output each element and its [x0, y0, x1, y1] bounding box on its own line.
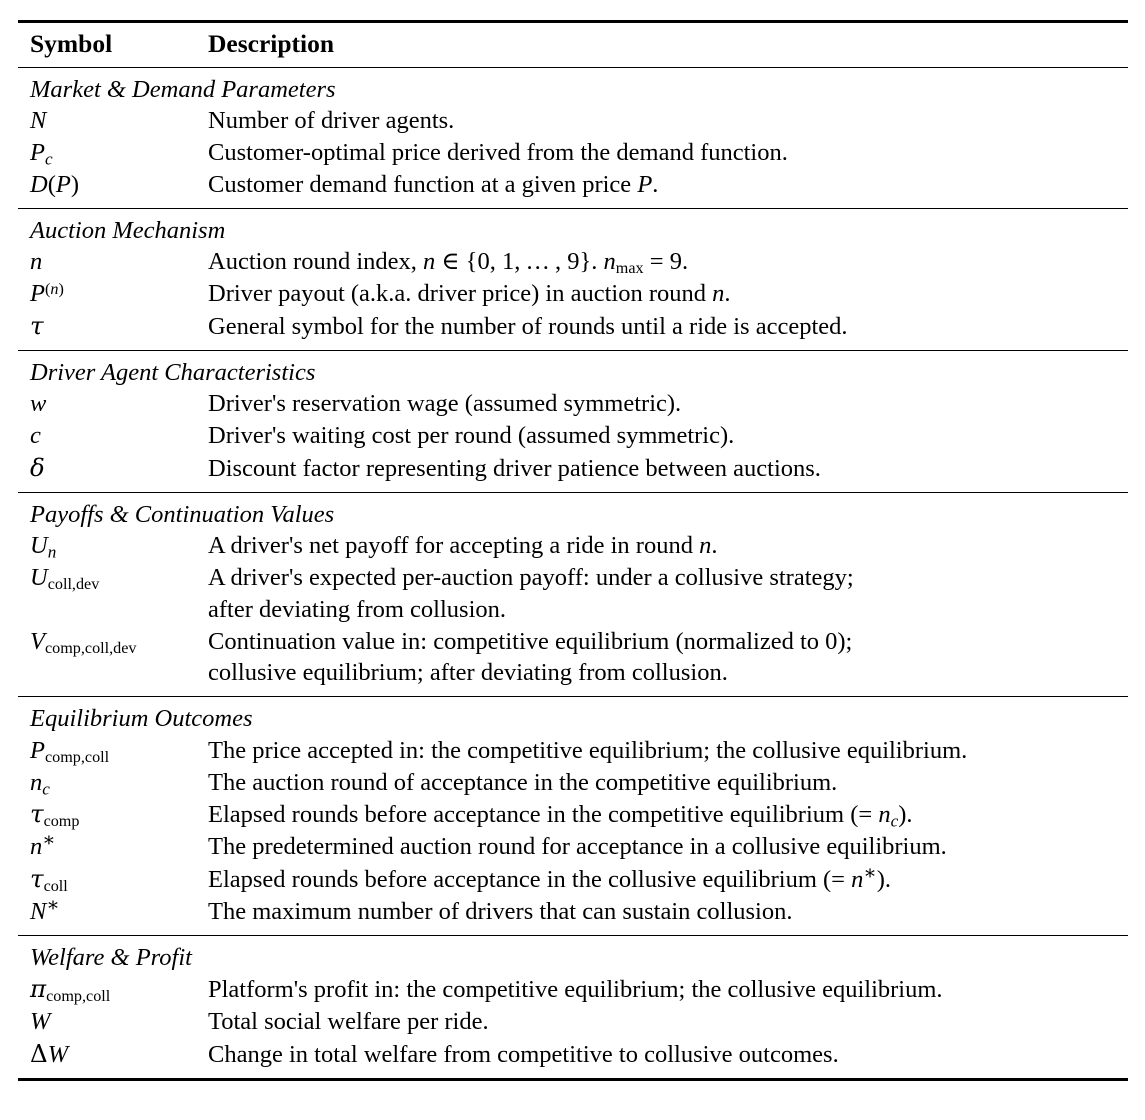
- table-row: [18, 246, 1128, 278]
- row-symbol: N∗: [30, 895, 60, 925]
- section-equilibrium-outcomes: [18, 697, 1128, 934]
- row-symbol: $V_{comp,coll,dev}$: [30, 627, 137, 657]
- table-row: [18, 452, 1128, 485]
- table-row: [18, 1006, 1128, 1038]
- row-symbol: $P^{(n)}$: [30, 280, 64, 308]
- row-symbol: $\tau_{comp}$: [30, 799, 80, 831]
- row-symbol: τ: [30, 310, 44, 340]
- table-row: [18, 310, 1128, 343]
- row-symbol: $n_c$: [30, 768, 50, 798]
- table-row: [18, 169, 1128, 201]
- row-description: Driver payout (a.k.a. driver price) in auction round n.: [208, 280, 731, 308]
- row-description: [208, 562, 1128, 626]
- notation-table: [18, 20, 1128, 1081]
- section-payoffs-continuation-values: [18, 493, 1128, 697]
- section-title: Payoffs & Continuation Values: [30, 500, 335, 528]
- table-row: [18, 137, 1128, 169]
- row-description: Customer demand function at a given price P.: [208, 171, 659, 199]
- section-driver-agent-characteristics: [18, 351, 1128, 492]
- row-description-continuation: after deviating from collusion.: [208, 595, 506, 623]
- row-symbol: c: [30, 422, 41, 450]
- row-description: Elapsed rounds before acceptance in the collusive equilibrium (= n∗).: [208, 863, 891, 894]
- row-description: [208, 626, 1128, 690]
- row-symbol: $\pi_{comp,coll}$: [30, 974, 111, 1006]
- row-description: General symbol for the number of rounds until a ride is accepted.: [208, 312, 848, 340]
- table-row: [18, 388, 1128, 420]
- row-description: The predetermined auction round for acceptance in a collusive equilibrium.: [208, 833, 947, 861]
- row-description: The maximum number of drivers that can sustain collusion.: [208, 897, 793, 925]
- table-row: [18, 105, 1128, 137]
- row-symbol: $P_c$: [30, 139, 53, 169]
- row-description: Total social welfare per ride.: [208, 1007, 489, 1035]
- table-row: [18, 420, 1128, 452]
- table-row: [18, 831, 1128, 863]
- row-symbol: W: [30, 1007, 51, 1035]
- row-symbol: N: [30, 107, 47, 135]
- table-row: [18, 863, 1128, 896]
- row-description: Discount factor representing driver patience between auctions.: [208, 454, 821, 482]
- row-symbol: w: [30, 390, 47, 418]
- table-row: [18, 1038, 1128, 1071]
- row-description: Elapsed rounds before acceptance in the competitive equilibrium (= $n_c$).: [208, 801, 913, 831]
- table-row: [18, 562, 1128, 626]
- row-description: Driver's waiting cost per round (assumed symmetric).: [208, 422, 735, 450]
- row-description: Driver's reservation wage (assumed symmetric).: [208, 390, 682, 418]
- row-description: A driver's net payoff for accepting a ride in round n.: [208, 532, 718, 560]
- table-row: [18, 735, 1128, 767]
- row-symbol: ΔW: [30, 1038, 69, 1068]
- section-title: Equilibrium Outcomes: [30, 705, 253, 733]
- row-description-continuation: collusive equilibrium; after deviating from collusion.: [208, 659, 728, 687]
- row-description: Platform's profit in: the competitive equilibrium; the collusive equilibrium.: [208, 976, 943, 1004]
- row-description: Auction round index, n ∈ {0, 1, . . . , 9}. $n_{max} = 9$.: [208, 248, 689, 278]
- section-market-demand-parameters: [18, 68, 1128, 208]
- table-row: [18, 973, 1128, 1006]
- section-title: Auction Mechanism: [30, 216, 226, 244]
- row-description: The auction round of acceptance in the competitive equilibrium.: [208, 768, 838, 796]
- table-row: [18, 530, 1128, 562]
- row-description-line: Continuation value in: competitive equilibrium (normalized to 0);: [208, 627, 853, 655]
- table-row: [18, 626, 1128, 690]
- section-title: Welfare & Profit: [30, 943, 192, 971]
- section-title: Driver Agent Characteristics: [30, 358, 316, 386]
- row-symbol: D(P): [30, 171, 80, 199]
- table-row: [18, 278, 1128, 310]
- row-symbol: n∗: [30, 830, 56, 861]
- row-description: The price accepted in: the competitive equilibrium; the collusive equilibrium.: [208, 736, 968, 764]
- row-description-line: A driver's expected per-auction payoff: under a collusive strategy;: [208, 563, 854, 591]
- row-description: Change in total welfare from competitive to collusive outcomes.: [208, 1040, 839, 1068]
- table-row: [18, 767, 1128, 799]
- row-symbol: δ: [30, 452, 45, 482]
- column-header-symbol: Symbol: [30, 29, 113, 58]
- row-symbol: n: [30, 248, 43, 276]
- row-description: Number of driver agents.: [208, 107, 455, 135]
- section-auction-mechanism: [18, 209, 1128, 350]
- section-title: Market & Demand Parameters: [30, 76, 336, 104]
- table-header-row: [18, 23, 1128, 67]
- table-row: [18, 896, 1128, 928]
- row-symbol: $U_{coll,dev}$: [30, 563, 100, 594]
- row-symbol: $\tau_{coll}$: [30, 864, 68, 896]
- row-symbol: $P_{comp,coll}$: [30, 736, 110, 766]
- section-welfare-profit: [18, 936, 1128, 1078]
- row-symbol: $U_n$: [30, 532, 57, 562]
- column-header-description: Description: [208, 29, 335, 58]
- table-row: [18, 798, 1128, 831]
- table-bottom-rule: [18, 1078, 1128, 1081]
- row-description: Customer-optimal price derived from the demand function.: [208, 139, 788, 167]
